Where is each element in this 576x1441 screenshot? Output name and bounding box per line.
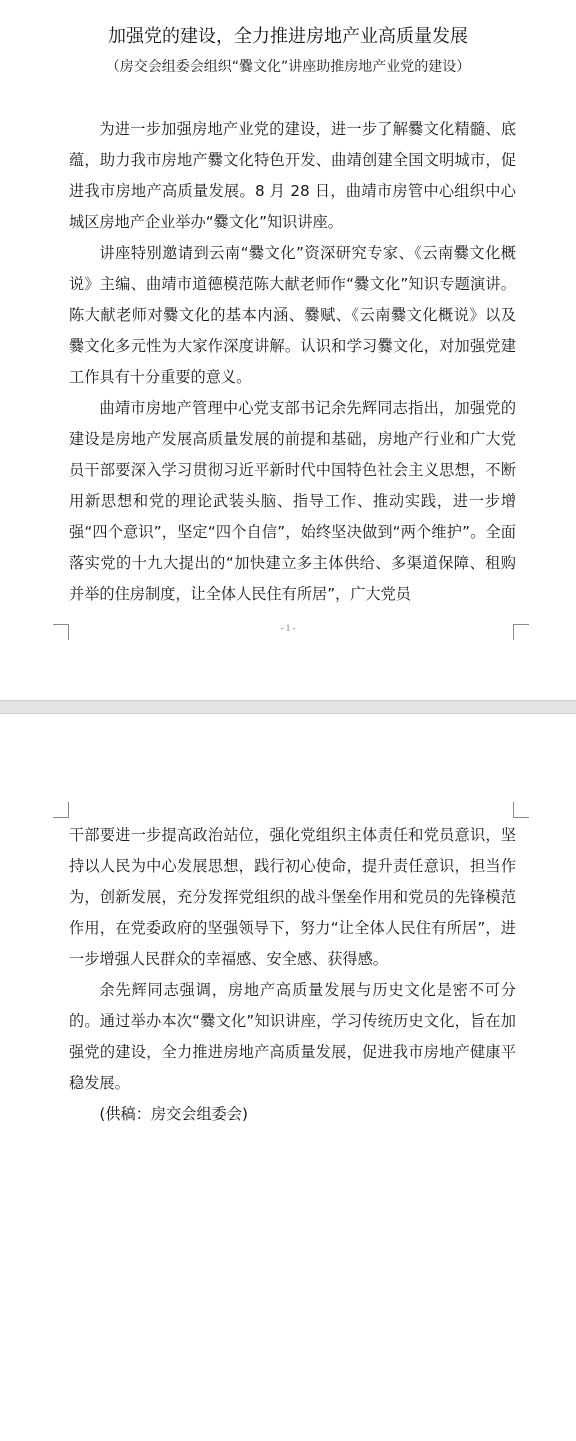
document-page-2 xyxy=(0,714,576,1441)
paragraph-continued: 干部要进一步提高政治站位，强化党组织主体责任和党员意识，坚持以人民为中心发展思想，践行初心使命，提升责任意识，担当作为，创新发展，充分发挥党组织的战斗堡垒作用和党员的先锋模范作用，在党委政府的坚强领导下，努力“让全体人民住有所居”，进一步增强人民群众的幸福感、安全感、获得感。 xyxy=(69,826,516,968)
page-number: - 1 - xyxy=(280,623,296,633)
source-credit: (供稿：房交会组委会) xyxy=(99,1105,248,1123)
page-separator xyxy=(0,700,576,714)
paragraph: 余先辉同志强调，房地产高质量发展与历史文化是密不可分的。通过举办本次“爨文化”知识讲座，学习传统历史文化，旨在加强党的建设，全力推进房地产高质量发展，促进我市房地产健康平稳发展。 xyxy=(69,981,516,1092)
paragraph: 为进一步加强房地产业党的建设，进一步了解爨文化精髓、底蕴，助力我市房地产爨文化特色开发、曲靖创建全国文明城市，促进我市房地产高质量发展。8 月 28 日，曲靖市房管中心组织中心城区房地产企业举办“爨文化”知识讲座。 xyxy=(69,120,516,231)
document-subtitle: （房交会组委会组织“爨文化”讲座助推房地产业党的建设） xyxy=(105,59,471,75)
paragraph: 曲靖市房地产管理中心党支部书记余先辉同志指出，加强党的建设是房地产发展高质量发展的前提和基础，房地产行业和广大党员干部要深入学习贯彻习近平新时代中国特色社会主义思想，不断用新思想和党的理论武装头脑、指导工作、推动实践，进一步增强“四个意识”，坚定“四个自信”，始终坚决做到“两个维护”。全面落实党的十九大提出的“加快建立多主体供给、多渠道保障、租购并举的住房制度，让全体人民住有所居”，广大党员 xyxy=(69,399,516,603)
document-page-1 xyxy=(0,0,576,700)
document-title: 加强党的建设，全力推进房地产业高质量发展 xyxy=(108,26,468,47)
page-1-body xyxy=(69,114,516,610)
page-2-body xyxy=(69,820,516,1130)
paragraph: 讲座特别邀请到云南“爨文化”资深研究专家、《云南爨文化概说》主编、曲靖市道德模范陈大献老师作“爨文化”知识专题演讲。陈大献老师对爨文化的基本内涵、爨赋、《云南爨文化概说》以及爨文化多元性为大家作深度讲解。认识和学习爨文化，对加强党建工作具有十分重要的意义。 xyxy=(69,244,516,386)
margin-corner-top-left xyxy=(53,802,69,818)
margin-corner-top-right xyxy=(513,802,529,818)
